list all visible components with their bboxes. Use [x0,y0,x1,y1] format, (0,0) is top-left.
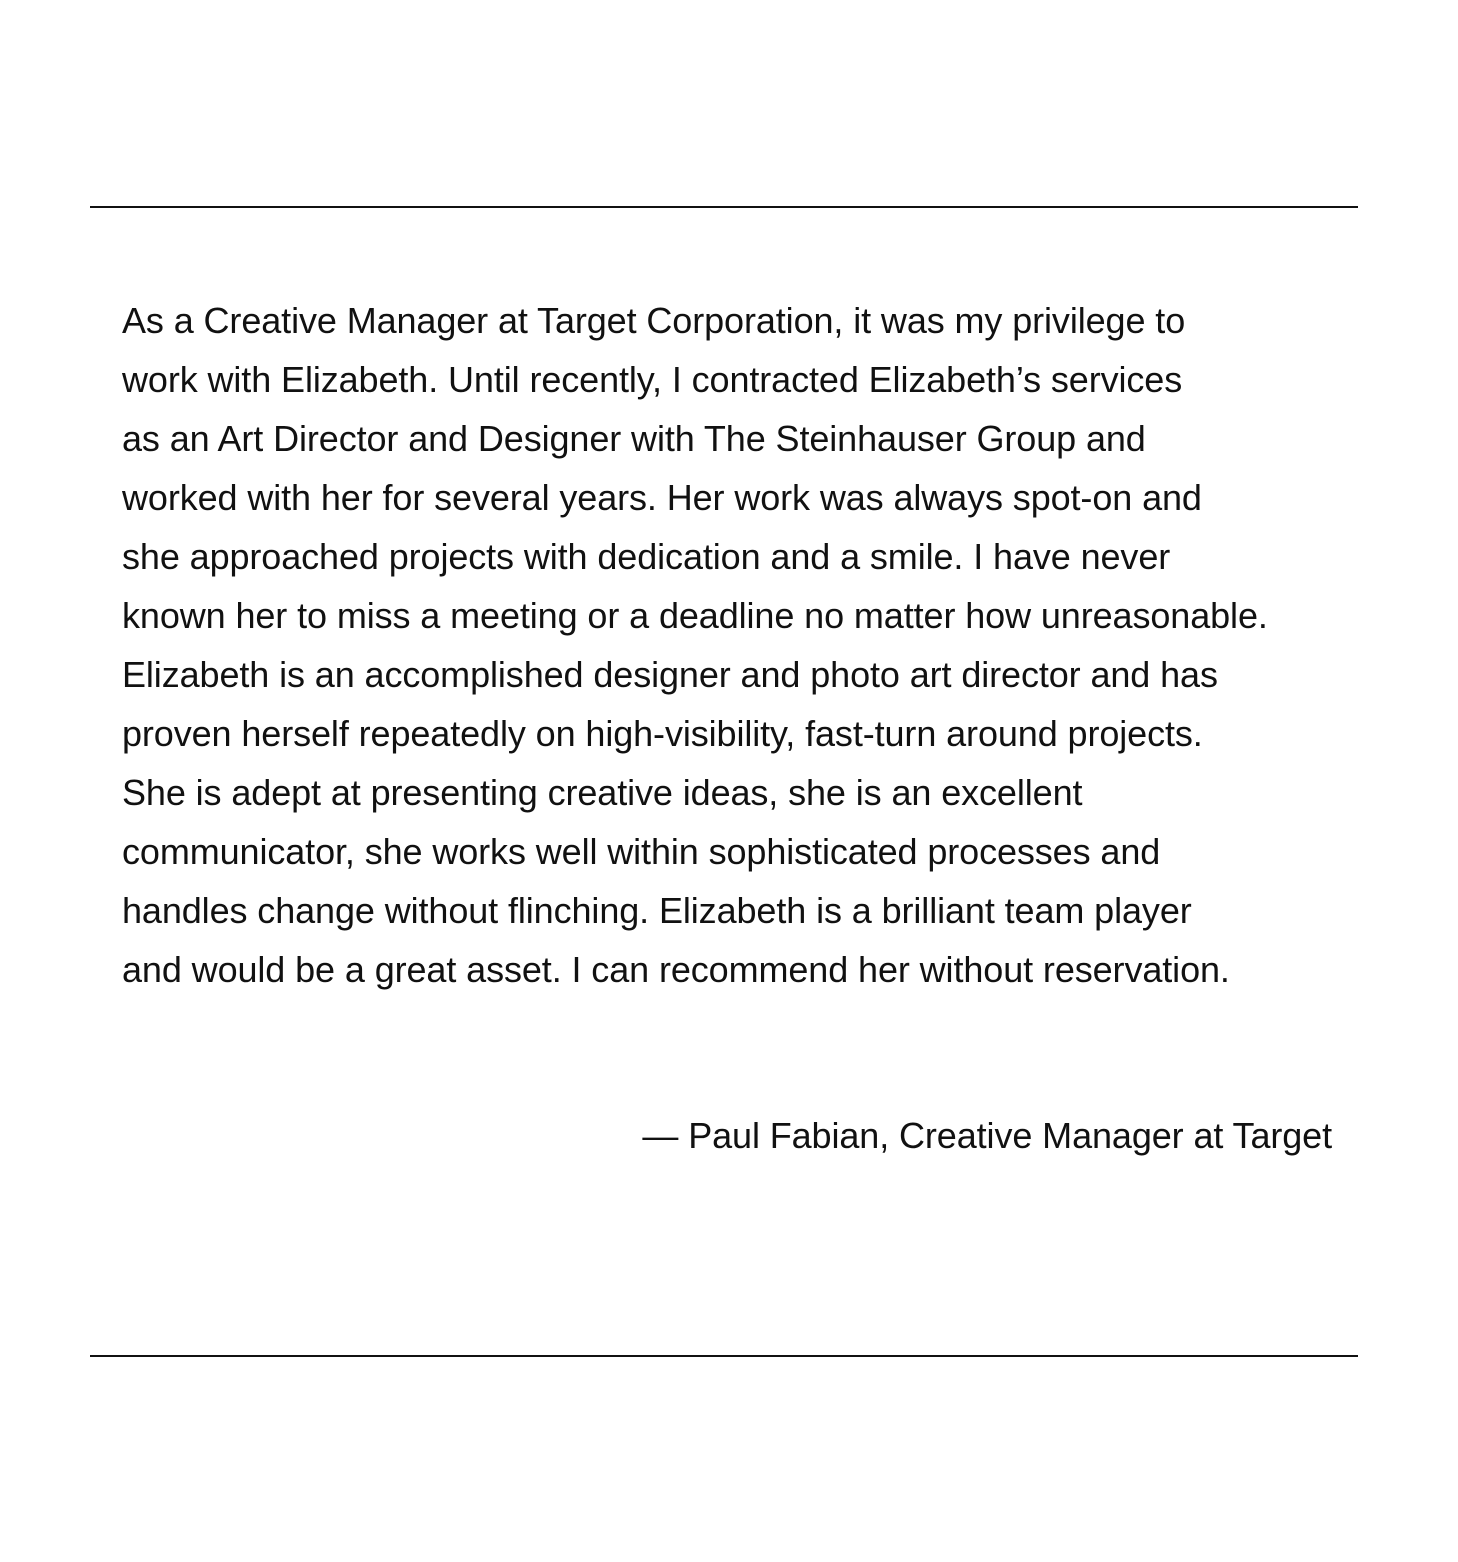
quote-line: As a Creative Manager at Target Corporation, it was my privilege to [122,300,1186,341]
quote-line: as an Art Director and Designer with The Steinhauser Group and [122,418,1146,459]
quote-line: communicator, she works well within sophisticated processes and [122,831,1161,872]
quote-attribution: — Paul Fabian, Creative Manager at Target [642,1115,1332,1156]
quote-line: Elizabeth is an accomplished designer and photo art director and has [122,654,1218,695]
quote-line: handles change without flinching. Elizabeth is a brilliant team player [122,890,1192,931]
testimonial-quote [122,291,1352,999]
top-divider [90,206,1358,208]
quote-line: and would be a great asset. I can recommend her without reservation. [122,949,1230,990]
bottom-divider [90,1355,1358,1357]
quote-line: known her to miss a meeting or a deadline no matter how unreasonable. [122,595,1268,636]
quote-line: proven herself repeatedly on high-visibility, fast-turn around projects. [122,713,1203,754]
quote-line: She is adept at presenting creative ideas, she is an excellent [122,772,1083,813]
quote-line: work with Elizabeth. Until recently, I contracted Elizabeth’s services [122,359,1183,400]
quote-line: she approached projects with dedication and a smile. I have never [122,536,1171,577]
quote-line: worked with her for several years. Her work was always spot-on and [122,477,1202,518]
